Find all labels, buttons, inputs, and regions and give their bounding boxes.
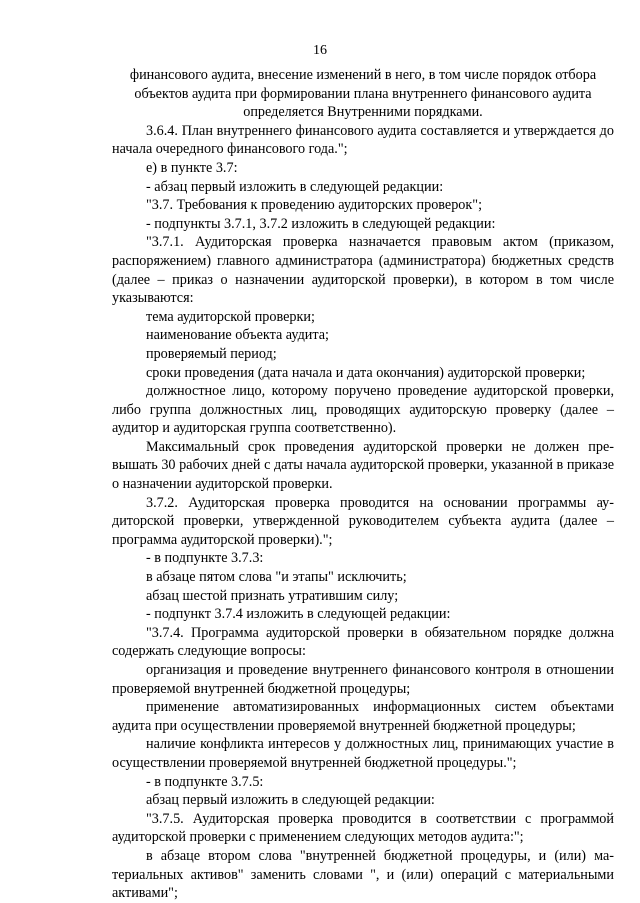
- paragraph-exclude-stages: в абзаце пятом слова "и этапы" исключить;: [146, 569, 407, 586]
- list-item-auditors: должностное лицо, которому поручено проведение аудиторской проверки, либо группа должностных лиц, проводящих аудиторскую проверку (далее – аудитор и аудиторская группа соответственно).: [112, 383, 614, 437]
- list-item-period: проверяемый период;: [146, 345, 277, 362]
- paragraph-item-e: е) в пункте 3.7:: [146, 159, 238, 176]
- list-item-object-name: наименование объекта аудита;: [146, 327, 329, 344]
- paragraph-audit-plan-intro: финансового аудита, внесение изменений в него, в том числе порядок отбора объектов аудита при формировании плана внутреннего финансового аудита определяется Внутренними порядками.: [129, 67, 597, 121]
- list-item-internal-control: организация и проведение внутреннего финансового контроля в отношении проверяемой внутренней бюджетной процедуры;: [112, 662, 614, 697]
- paragraph-amend-first-abzac: - абзац первый изложить в следующей редакции:: [146, 178, 444, 195]
- paragraph-max-duration: Максимальный срок проведения аудиторской проверки не должен превышать 30 рабочих дней с даты начала аудиторской проверки, указанной в приказе о назначении аудиторской проверки.: [112, 438, 614, 493]
- paragraph-sixth-abzac: абзац шестой признать утратившим силу;: [146, 587, 399, 604]
- list-item-automated-systems: применение автоматизированных информационных систем объектами аудита при осуществлении проверяемой внутренней бюджетной процедуры;: [112, 699, 614, 734]
- paragraph-3-7-title: "3.7. Требования к проведению аудиторских проверок";: [146, 197, 483, 214]
- paragraph-amend-first-abzac-2: абзац первый изложить в следующей редакции:: [146, 792, 435, 809]
- paragraph-3-7-5: "3.7.5. Аудиторская проверка проводится в соответствии с программой аудиторской проверки с применением следующих методов аудита:";: [112, 810, 614, 846]
- paragraph-3-7-2: 3.7.2. Аудиторская проверка проводится на основании программы аудиторской проверки, утвержденной руководителем субъекта аудита (далее – программа аудиторской проверки).";: [112, 494, 614, 548]
- paragraph-amend-subpoints: - подпункты 3.7.1, 3.7.2 изложить в следующей редакции:: [146, 215, 496, 232]
- paragraph-3-7-4-amend: - подпункт 3.7.4 изложить в следующей редакции:: [146, 606, 451, 623]
- page-number: 16: [313, 43, 327, 58]
- paragraph-3-7-4: "3.7.4. Программа аудиторской проверки в обязательном порядке должна содержать следующие вопросы:: [112, 624, 614, 660]
- paragraph-second-abzac-replace: в абзаце втором слова "внутренней бюджетной процедуры, и (или) материальных активов" заменить словами ", и (или) операций с материальными активами";: [112, 847, 614, 902]
- document-body: [112, 66, 614, 903]
- list-item-topic: тема аудиторской проверки;: [146, 308, 315, 325]
- paragraph-3-7-1: "3.7.1. Аудиторская проверка назначается правовым актом (приказом, распоряжением) главного администратора (администратора) бюджетных средств (далее – приказ о назначении аудиторской проверки), в котором в том числе указываются:: [112, 234, 614, 307]
- paragraph-3-7-3-header: - в подпункте 3.7.3:: [146, 550, 264, 567]
- paragraph-3-7-5-header: - в подпункте 3.7.5:: [146, 773, 264, 790]
- list-item-dates: сроки проведения (дата начала и дата окончания) аудиторской проверки;: [146, 364, 586, 381]
- paragraph-3-6-4: 3.6.4. План внутреннего финансового аудита составляется и утверждается до начала очередного финансового года.";: [112, 122, 614, 158]
- list-item-conflict-of-interest: наличие конфликта интересов у должностных лиц, принимающих участие в осуществлении проверяемой внутренней бюджетной процедуры.";: [112, 736, 614, 771]
